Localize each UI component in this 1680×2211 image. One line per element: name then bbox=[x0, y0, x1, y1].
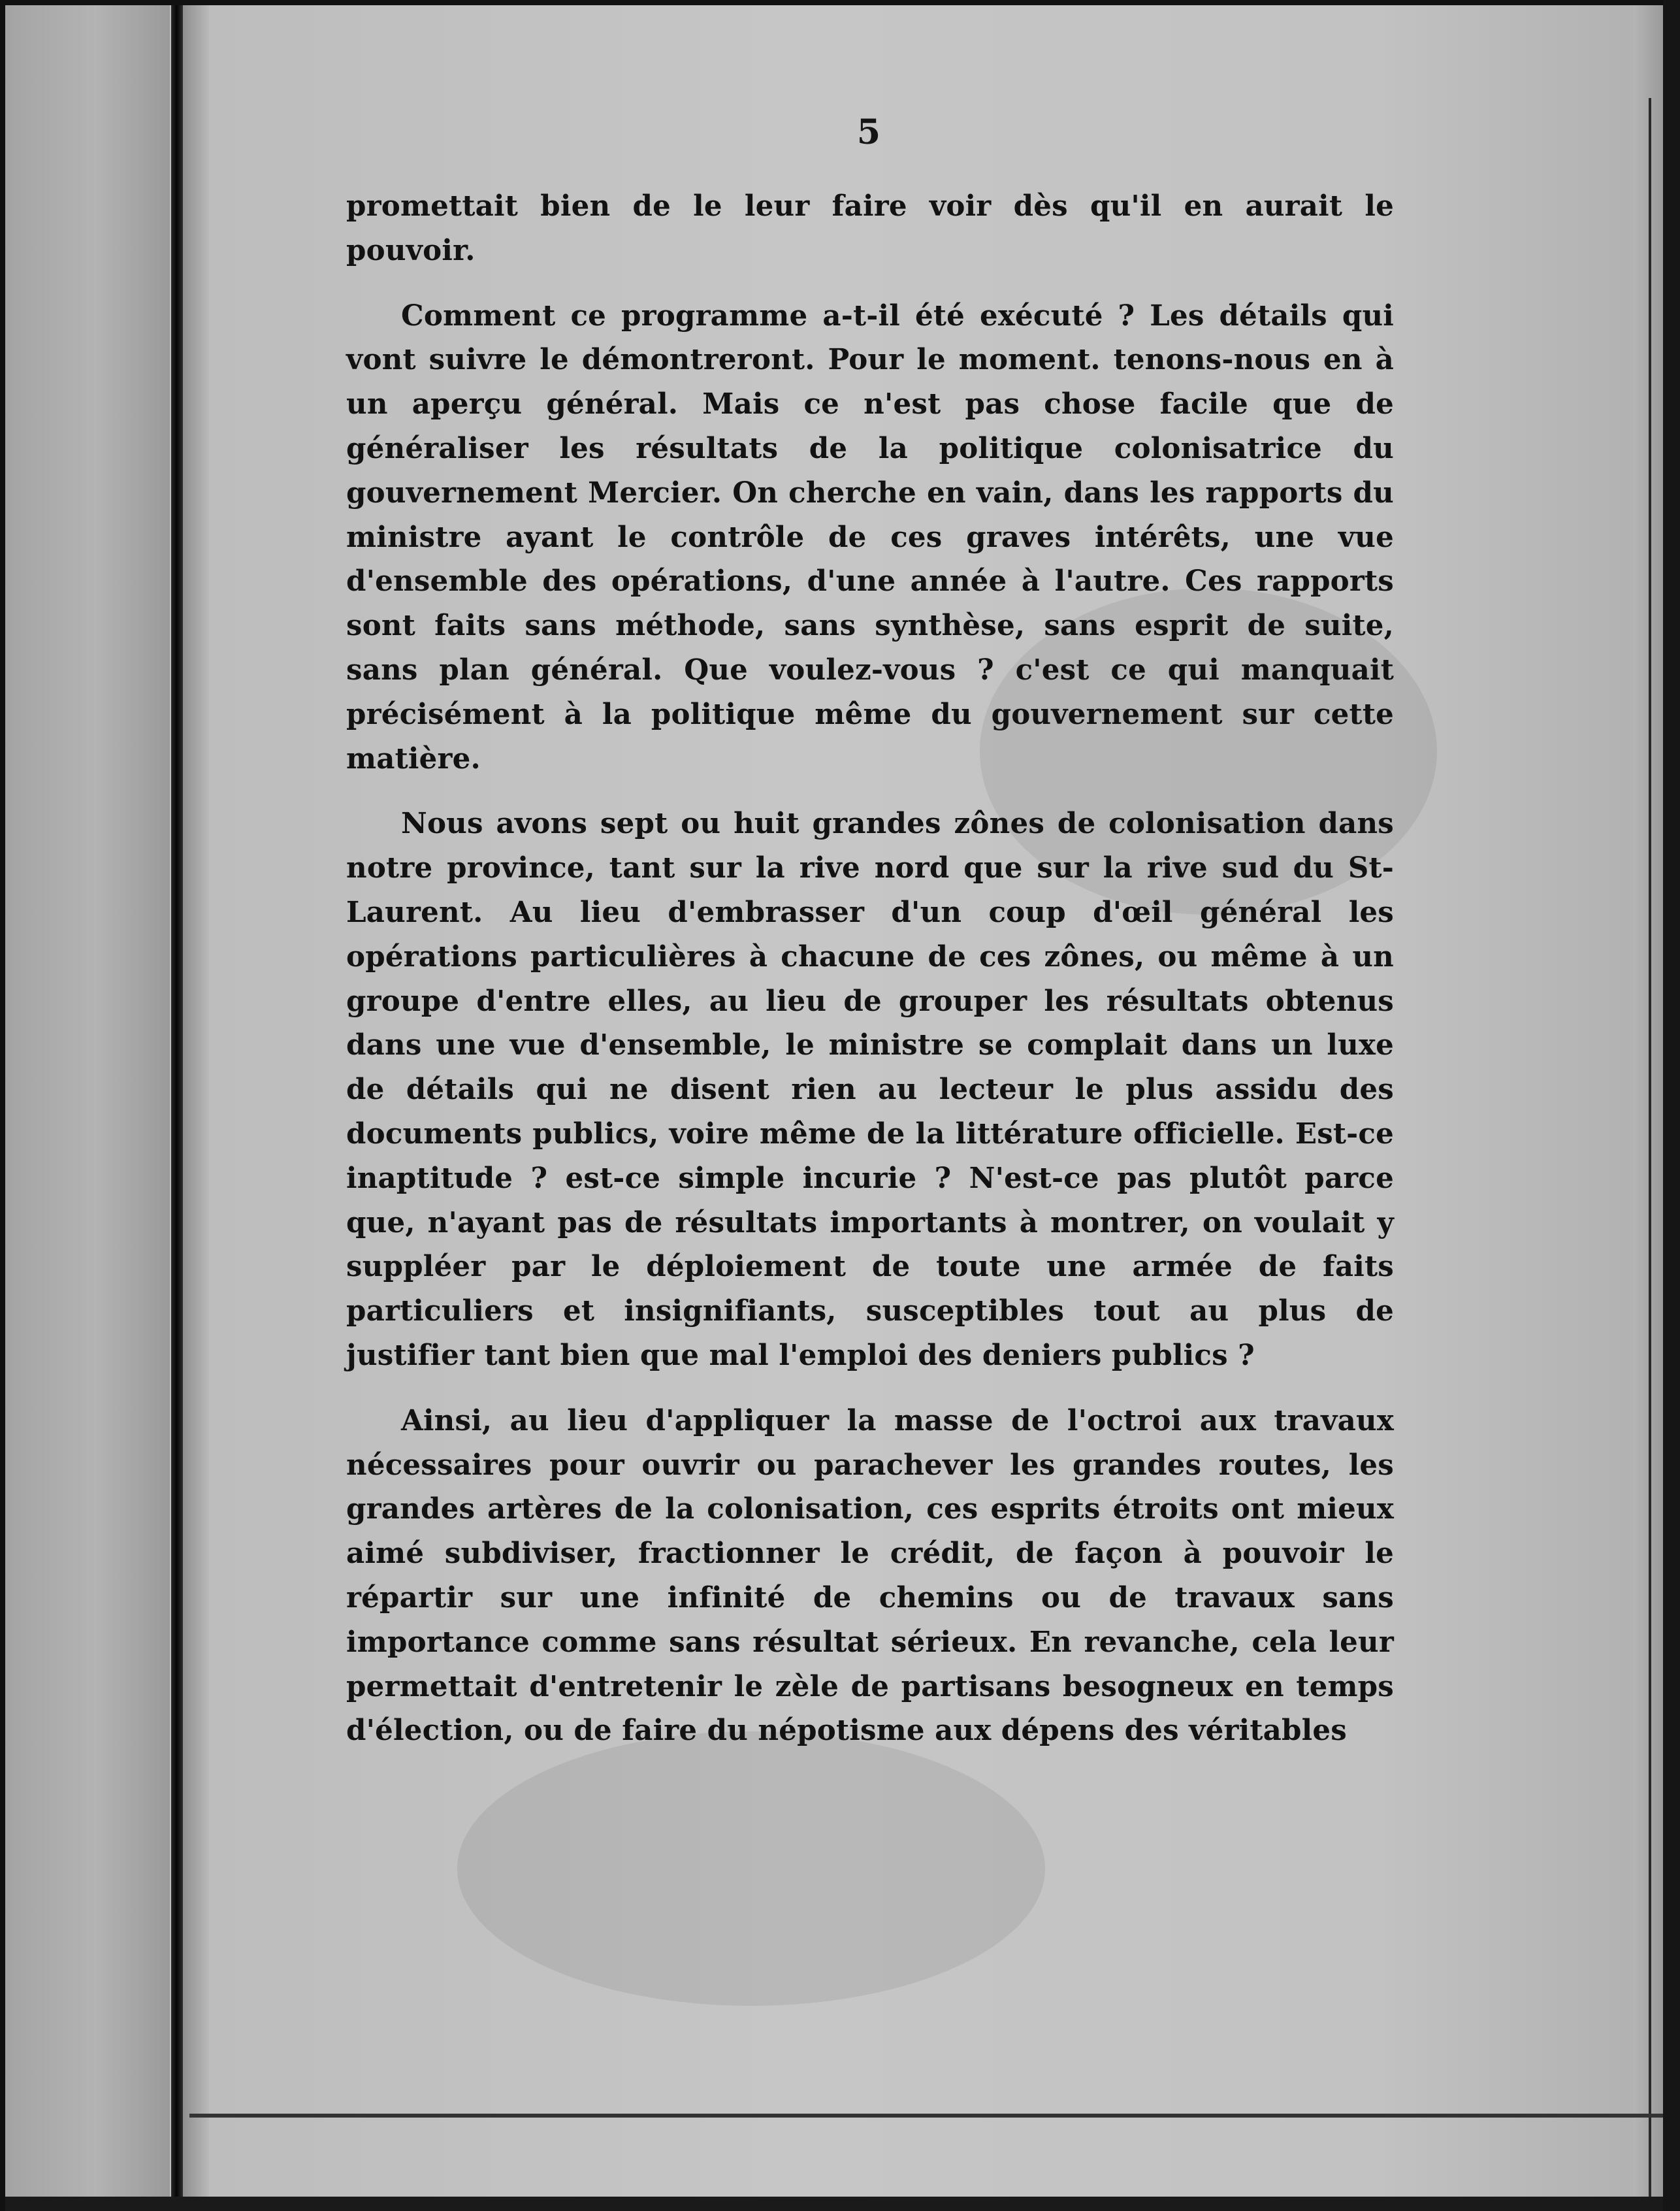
page-right-edge bbox=[1633, 5, 1663, 2197]
bottom-edge-line bbox=[189, 2114, 1663, 2118]
book-gutter bbox=[171, 5, 183, 2197]
right-edge-line bbox=[1649, 98, 1651, 2197]
facing-page-strip bbox=[5, 5, 170, 2197]
paragraph-1: promettait bien de le leur faire voir dès qu'il en aurait le pouvoir. bbox=[346, 189, 1394, 267]
scan-border-top bbox=[0, 0, 1680, 5]
scan-border-bottom bbox=[0, 2197, 1680, 2211]
scan-border-left bbox=[0, 0, 5, 2211]
paragraph-4: Ainsi, au lieu d'appliquer la masse de l'octroi aux travaux nécessaires pour ouvrir ou parachever les grandes routes, les grandes artères de la colonisation, ces esprits étroits ont mieux aimé subdiviser, fractionner le crédit, de façon à pouvoir le répartir sur une infinité de chemins ou de travaux sans importance comme sans résultat sérieux. En revanche, cela leur permettait d'entretenir le zèle de partisans besogneux en temps d'élection, ou de faire du népotisme aux dépens des véritables bbox=[346, 1403, 1394, 1748]
paper-stain bbox=[457, 1731, 1045, 2006]
scan-border-right bbox=[1663, 0, 1680, 2211]
body-text bbox=[346, 184, 1394, 1753]
paragraph-3: Nous avons sept ou huit grandes zônes de colonisation dans notre province, tant sur la rive nord que sur la rive sud du St-Laurent. Au lieu d'embrasser d'un coup d'œil général les opérations particulières à chacune de ces zônes, ou même à un groupe d'entre elles, au lieu de grouper les résultats obtenus dans une vue d'ensemble, le ministre se complait dans un luxe de détails qui ne disent rien au lecteur le plus assidu des documents publics, voire même de la littérature officielle. Est-ce inaptitude ? est-ce simple incurie ? N'est-ce pas plutôt parce que, n'ayant pas de résultats importants à montrer, on voulait y suppléer par le déploiement de toute une armée de faits particuliers et insignifiants, susceptibles tout au plus de justifier tant bien que mal l'emploi des deniers publics ? bbox=[346, 807, 1394, 1372]
page-number: 5 bbox=[856, 112, 881, 152]
paragraph-2: Comment ce programme a-t-il été exécuté ? Les détails qui vont suivre le démontreront. Pour le moment. tenons-nous en à un aperçu général. Mais ce n'est pas chose facile que de généraliser les résultats de la politique colonisatrice du gouvernement Mercier. On cherche en vain, dans les rapports du ministre ayant le contrôle de ces graves intérêts, une vue d'ensemble des opérations, d'une année à l'autre. Ces rapports sont faits sans méthode, sans synthèse, sans esprit de suite, sans plan général. Que voulez-vous ? c'est ce qui manquait précisément à la politique même du gouvernement sur cette matière. bbox=[346, 299, 1394, 776]
gutter-shadow bbox=[183, 5, 209, 2197]
